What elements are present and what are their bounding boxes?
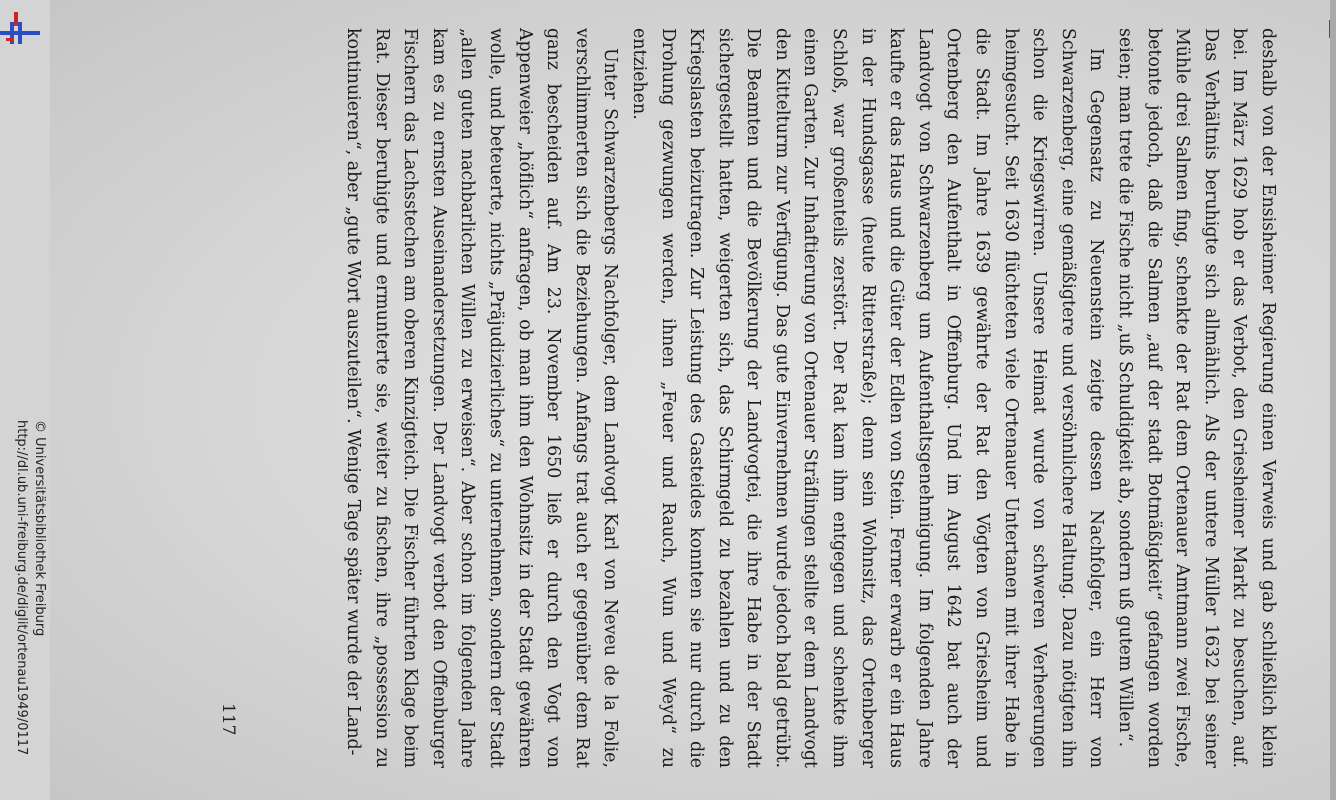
copyright-notice: © Universitätsbibliothek Freiburg [32,420,47,637]
paragraph-3: Unter Schwarzenbergs Nachfolger, dem Landvogt Karl von Neveu de la Folie, verschlimmerten sich die Beziehungen. Anfangs trat auch er gegenüber dem Rat ganz bescheiden auf. Am 23. November 1650 ließ er durch den Vogt von Appenweier „höflich“ anfragen, ob man ihm den Wohnsitz in der Stadt gewähren wolle, und beteuerte, nichts „Präjudizierliches“ zu unternehmen, sondern der Stadt „allen guten nachbarlichen Willen zu erweisen“. Aber schon im folgenden Jahre kam es zu ernsten Auseinandersetzungen. Der Landvogt verbot den Offenburger Fischern das Lachsstechen am oberen Kinzigteich. Die Fischer führten Klage beim Rat. Dieser beruhigte und ermunterte sie, weiter zu fischen, ihre „possession zu kontinuieren“, aber „gute Wort auszuteilen“. Wenige Tage später wurde der Land- [343,28,621,768]
sidebar [0,0,50,800]
page-edge [1330,0,1336,800]
paragraph-2: Im Gegensatz zu Neuenstein zeigte dessen Nachfolger, ein Herr von Schwarzenberg, eine gemäßigtere und versöhnlichere Haltung. Dazu nötigten ihn schon die Kriegswirren. Unsere Heimat wurde von schweren Verheerungen heimgesucht. Seit 1630 flüchteten viele Ortenauer Untertanen mit ihrer Habe in die Stadt. Im Jahre 1639 gewährte der Rat den Vögten von Griesheim und Ortenberg den Aufenthalt in Offenburg. Und im August 1642 bat auch der Landvogt von Schwarzenberg um Aufenthaltsgenehmigung. Im folgenden Jahre kaufte er das Haus und die Güter der Edlen von Stein. Ferner erwarb er ein Haus in der Hundsgasse (heute Ritterstraße); denn sein Wohnsitz, das Ortenberger Schloß, war großenteils zerstört. Der Rat kam ihm entgegen und schenkte ihm einen Garten. Zur Inhaftierung von Ortenauer Sträflingen stellte er dem Landvogt den Kittelturm zur Verfügung. Das gute Einvernehmen wurde jedoch bald getrübt. Die Beamten und die Bevölkerung der Landvogtei, die ihre Habe in der Stadt sichergestellt hatten, weigerten sich, das Schirmgeld zu bezahlen und zu den Kriegslasten beizutragen. Zur Leistung des Gasteides konnten sie nur durch die Drohung gezwungen werden, ihnen „Feuer und Rauch, Wun und Weyd“ zu entziehen. [628,28,1107,768]
source-url[interactable]: http://dl.ub.uni-freiburg.de/diglit/ortenau1949/0117 [14,420,29,756]
page-number: 117 [218,703,238,736]
page-text [192,28,1282,768]
sidebar-caption [4,420,48,800]
paragraph-1: deshalb von der Ensisheimer Regierung einen Verweis und gab schließlich klein bei. Im März 1629 hob er das Verbot, den Griesheimer Markt zu besuchen, auf. Das Verhältnis beruhigte sich allmählich. Als der untere Müller 1632 bei seiner Mühle drei Salmen fing, schenkte der Rat dem Ortenauer Amtmann zwei Fische, betonte jedoch, daß die Salmen „auf der stadt Botmäßigkeit“ gefangen worden seien; man trete die Fische nicht „uß Schuldigkeit ab, sondern uß gutem Willen“. [1115,28,1278,768]
library-logo-icon[interactable] [0,0,42,48]
scanned-page [50,0,1336,800]
